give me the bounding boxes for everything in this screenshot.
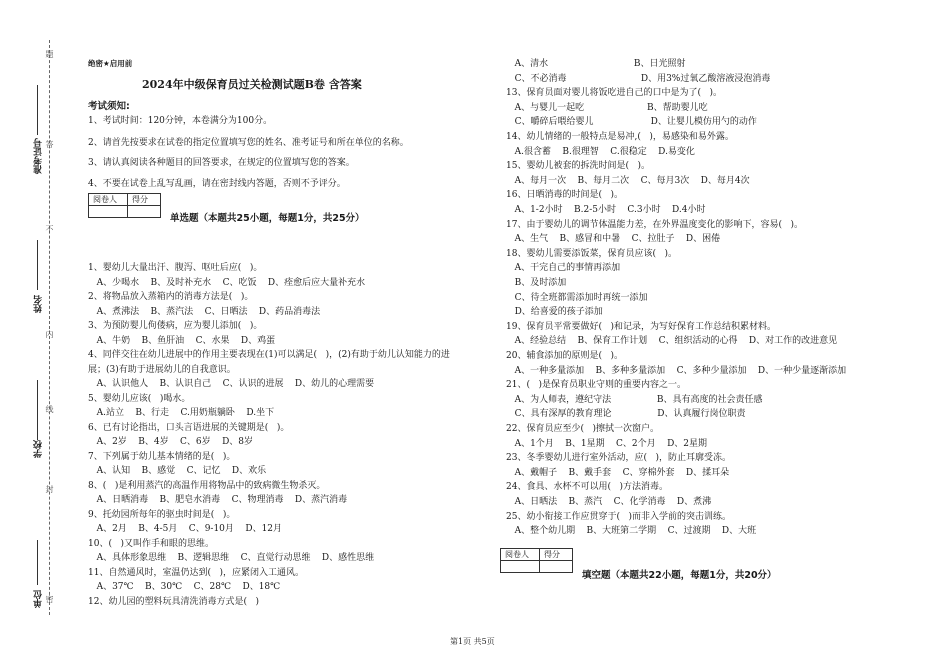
question-line: A、牛奶 B、鱼肝油 C、水果 D、鸡蛋	[88, 335, 276, 346]
grader-cell[interactable]	[89, 206, 128, 218]
question-line: C、嚼碎后喂给婴儿 D、让婴儿模仿用勺的动作	[506, 117, 757, 128]
exam-number-blank[interactable]	[37, 85, 38, 135]
notice-line: 3、请认真阅读各种题目的回答要求，在规定的位置填写您的答案。	[88, 158, 355, 168]
grader-label: 阅卷人	[89, 194, 128, 206]
question-line: 1、婴幼儿大量出汗、腹泻、呕吐后应( )。	[88, 263, 263, 273]
question-line: 22、保育员应至少( )擦拭一次窗户。	[506, 424, 660, 434]
name-blank[interactable]	[37, 240, 38, 290]
school-label: 学校	[34, 440, 44, 458]
question-line: 展；(3)有助于进展幼儿的自我意识。	[88, 364, 236, 375]
page-title: 2024年中级保育员过关检测试题B卷 含答案	[142, 78, 362, 91]
question-line: 25、幼小衔接工作应贯穿于( )而非入学前的突击训练。	[506, 511, 732, 522]
question-line: 17、由于婴幼儿的调节体温能力差，在外界温度变化的影响下，容易( )。	[506, 219, 804, 230]
question-line: 13、保育员面对婴儿将饭吃进自己的口中是为了( )。	[506, 88, 723, 99]
unit-label: 单位	[34, 590, 44, 608]
seal-mark: 不	[45, 225, 54, 233]
page-footer: 第1页 共5页	[450, 637, 495, 646]
question-line: A、与婴儿一起吃 B、帮助婴儿吃	[506, 102, 708, 113]
question-line: 7、下列属于幼儿基本情绪的是( )。	[88, 451, 236, 462]
question-line: C、具有深厚的教育理论 D、认真履行岗位职责	[506, 409, 746, 420]
score-box	[88, 193, 161, 218]
question-line: A.站立 B、行走 C.用奶瓶躺卧 D.坐下	[88, 408, 275, 418]
question-line: 10、( )又叫作手和眼的思维。	[88, 538, 215, 549]
question-line: A、整个幼儿期 B、大班第二学期 C、过渡期 D、大班	[506, 526, 757, 537]
question-line: A、每月一次 B、每月二次 C、每月3次 D、每月4次	[506, 175, 750, 186]
grader-label: 阅卷人	[501, 549, 540, 561]
secret-label: 绝密★启用前	[88, 59, 133, 68]
question-line: A、少喝水 B、及时补充水 C、吃饭 D、痊愈后应大量补充水	[88, 277, 366, 288]
notice-line: 2、请首先按要求在试卷的指定位置填写您的姓名、准考证号和所在单位的名称。	[88, 138, 409, 148]
score-cell[interactable]	[128, 206, 161, 218]
question-line: A、具体形象思维 B、逻辑思维 C、直觉行动思维 D、感性思维	[88, 553, 375, 563]
question-line: D、给喜爱的孩子添加	[506, 307, 603, 318]
seal-mark: 内	[45, 330, 54, 338]
question-line: A、1个月 B、1星期 C、2个月 D、2星期	[506, 438, 708, 449]
question-line: 16、日晒消毒的时间是( )。	[506, 190, 624, 201]
question-line: A、为人师表，遵纪守法 B、具有高度的社会责任感	[506, 394, 763, 405]
question-line: A、认识他人 B、认识自己 C、认识的进展 D、幼儿的心理需要	[88, 379, 375, 389]
question-line: 2、将物品放入蒸箱内的消毒方法是( )。	[88, 292, 254, 302]
name-label: 姓名	[34, 295, 44, 313]
question-line: 4、同伴交往在幼儿进展中的作用主要表现在(1)可以满足( )，(2)有助于幼儿认知能力的进	[88, 350, 450, 360]
question-line: A、认知 B、感觉 C、记忆 D、欢乐	[88, 466, 267, 476]
question-line: 23、冬季婴幼儿进行室外活动，应( )，防止耳廓受冻。	[506, 453, 732, 464]
question-line: C、不必消毒 D、用3%过氧乙酸溶液浸泡消毒	[506, 73, 771, 84]
question-line: A、1-2小时 B.2-5小时 C.3小时 D.4小时	[506, 205, 706, 215]
seal-mark: 题	[45, 50, 54, 58]
question-line: A、戴帽子 B、戴手套 C、穿棉外套 D、揉耳朵	[506, 467, 730, 478]
question-line: A.很含蓄 B.很理智 C.很稳定 D.易变化	[506, 146, 695, 157]
question-line: A、一种多量添加 B、多种多量添加 C、多种少量添加 D、一种少量逐渐添加	[506, 365, 847, 376]
seal-mark: 线	[45, 405, 54, 413]
question-line: 24、食具、水杯不可以用( )方法消毒。	[506, 482, 669, 493]
score-label: 得分	[128, 194, 161, 206]
notice-line: 1、考试时间：120分钟，本卷满分为100分。	[88, 116, 273, 126]
section-title: 填空题（本题共22小题，每题1分，共20分）	[582, 570, 777, 581]
question-line: A、清水 B、日光照射	[506, 59, 686, 69]
notice-line: 4、不要在试卷上乱写乱画，请在密封线内答题，否则不予评分。	[88, 179, 346, 189]
question-line: B、及时添加	[506, 278, 567, 288]
question-line: A、日晒法 B、蒸汽 C、化学消毒 D、煮沸	[506, 497, 712, 507]
seal-mark: 答	[45, 140, 54, 148]
question-line: 21、( )是保育员职业守则的重要内容之一。	[506, 380, 687, 391]
question-line: A、经验总结 B、保育工作计划 C、组织活动的心得 D、对工作的改进意见	[506, 336, 838, 347]
score-label: 得分	[540, 549, 573, 561]
seal-mark: 密	[45, 595, 54, 603]
question-line: A、2岁 B、4岁 C、6岁 D、8岁	[88, 437, 254, 447]
question-line: 11、自然通风时，室温仍达到( )，应紧闭入工通风。	[88, 567, 305, 578]
unit-blank[interactable]	[37, 540, 38, 585]
seal-mark: 封	[45, 485, 54, 493]
question-line: 5、婴幼儿应该( )喝水。	[88, 393, 191, 404]
score-cell[interactable]	[540, 561, 573, 573]
question-line: 20、辅食添加的原则是( )。	[506, 351, 624, 361]
question-line: 14、幼儿情绪的一般特点是易冲,( )，易感染和易外露。	[506, 132, 734, 142]
question-line: 19、保育员平常要做好( )和记录，为写好保育工作总结积累材料。	[506, 321, 777, 332]
question-line: A、生气 B、感冒和中暑 C、拉肚子 D、困倦	[506, 234, 721, 245]
school-blank[interactable]	[37, 380, 38, 440]
score-box	[500, 548, 573, 573]
question-line: 12、幼儿园的塑料玩具清洗消毒方式是( )	[88, 596, 260, 607]
question-line: A、干完自己的事情再添加	[506, 263, 621, 274]
exam-number-label: 准考证号	[34, 138, 44, 174]
notice-title: 考试须知:	[88, 101, 130, 112]
question-line: C、待全班都需添加时再统一添加	[506, 292, 648, 303]
question-line: 6、已有讨论指出，口头言语进展的关键期是( )。	[88, 422, 290, 433]
question-line: 3、为预防婴儿佝偻病，应为婴儿添加( )。	[88, 321, 263, 331]
question-line: A、2月 B、4-5月 C、9-10月 D、12月	[88, 524, 283, 534]
binding-margin	[0, 0, 58, 671]
section-title: 单选题（本题共25小题，每题1分，共25分）	[170, 213, 365, 224]
question-line: 9、托幼园所每年的驱虫时间是( )。	[88, 509, 236, 520]
grader-cell[interactable]	[501, 561, 540, 573]
question-line: A、煮沸法 B、蒸汽法 C、日晒法 D、药品消毒法	[88, 306, 321, 317]
question-line: A、37℃ B、30℃ C、28℃ D、18℃	[88, 582, 281, 592]
question-line: A、日晒消毒 B、肥皂水消毒 C、物理消毒 D、蒸汽消毒	[88, 495, 348, 505]
question-line: 18、婴幼儿需要添饭菜，保育员应该( )。	[506, 248, 678, 259]
question-line: 15、婴幼儿被套的拆洗时间是( )。	[506, 161, 651, 172]
seal-line	[49, 40, 50, 615]
question-line: 8、( )是利用蒸汽的高温作用将物品中的致病微生物杀灭。	[88, 480, 326, 491]
